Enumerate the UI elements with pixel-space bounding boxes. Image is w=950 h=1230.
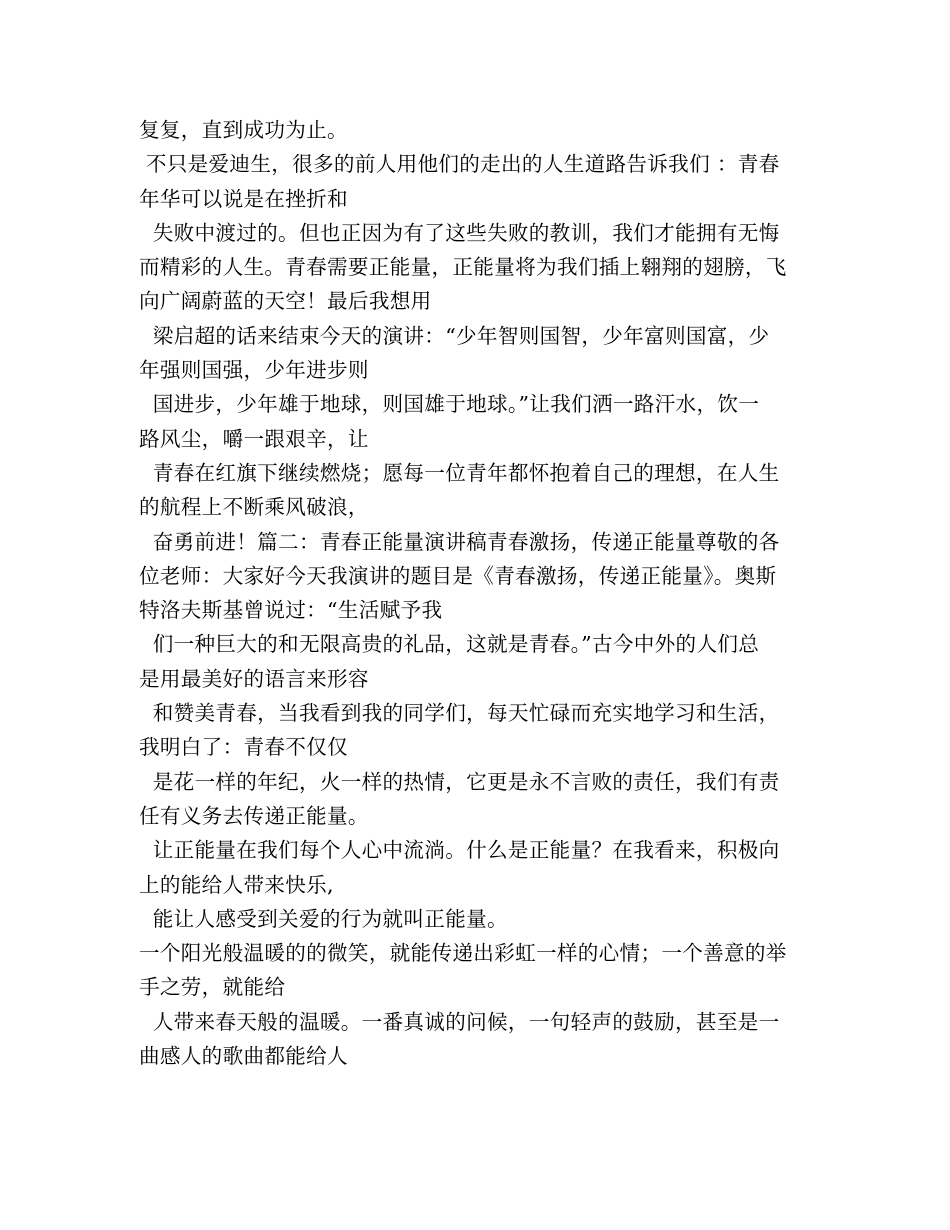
text-line: 们一种巨大的和无限高贵的礼品，这就是青春。”古今中外的人们总 [139, 632, 760, 657]
text-line: 人带来春天般的温暖。一番真诚的问候，一句轻声的鼓励，甚至是一 [139, 1009, 780, 1034]
text-line: 一个阳光般温暖的的微笑，就能传递出彩虹一样的心情；一个善意的举 [139, 941, 787, 966]
text-line: 位老师：大家好今天我演讲的题目是《青春激扬，传递正能量》。奥斯 [139, 563, 777, 588]
text-line: 不只是爱迪生，很多的前人用他们的走出的人生道路告诉我们 ：青春 [139, 152, 780, 177]
text-line: 复复，直到成功为止。 [139, 118, 348, 142]
text-line: 路风尘，嚼一跟艰辛，让 [139, 426, 369, 451]
text-line: 向广阔蔚蓝的天空！最后我想用 [139, 289, 432, 314]
text-line: 让正能量在我们每个人心中流淌。什么是正能量？在我看来，积极向 [139, 838, 780, 863]
text-line: 梁启超的话来结束今天的演讲：“少年智则国智，少年富则国富，少 [139, 323, 770, 348]
text-line: 年强则国强，少年进步则 [139, 358, 369, 383]
text-line: 能让人感受到关爱的行为就叫正能量。 [139, 906, 508, 931]
text-line: 是花一样的年纪，火一样的热情，它更是永不言败的责任，我们有责 [139, 769, 780, 794]
body-text [139, 113, 814, 1073]
text-line: 曲感人的歌曲都能给人 [139, 1044, 348, 1069]
text-line: 青春在红旗下继续燃烧；愿每一位青年都怀抱着自己的理想，在人生 [139, 460, 780, 485]
text-line: 是用最美好的语言来形容 [139, 666, 369, 691]
text-line: 奋勇前进！篇二：青春正能量演讲稿青春激扬，传递正能量尊敬的各 [139, 529, 780, 554]
text-line: 失败中渡过的。但也正因为有了这些失败的教训，我们才能拥有无悔 [139, 220, 780, 245]
text-line: 我明白了：青春不仅仅 [139, 735, 348, 760]
text-line: 手之劳，就能给 [139, 975, 286, 1000]
text-line: 任有义务去传递正能量。 [139, 803, 369, 828]
text-line: 的航程上不断乘风破浪， [139, 495, 369, 520]
text-line: 年华可以说是在挫折和 [139, 186, 348, 211]
text-line: 和赞美青春，当我看到我的同学们，每天忙碌而充实地学习和生活， [139, 701, 780, 726]
text-line: 国进步，少年雄于地球，则国雄于地球。”让我们洒一路汗水，饮一 [139, 392, 760, 417]
text-line: 上的能给人带来快乐, [139, 872, 334, 897]
text-line: 而精彩的人生。青春需要正能量，正能量将为我们插上翱翔的翅膀，飞 [139, 255, 787, 280]
text-line: 特洛夫斯基曾说过：“生活赋予我 [139, 598, 443, 623]
